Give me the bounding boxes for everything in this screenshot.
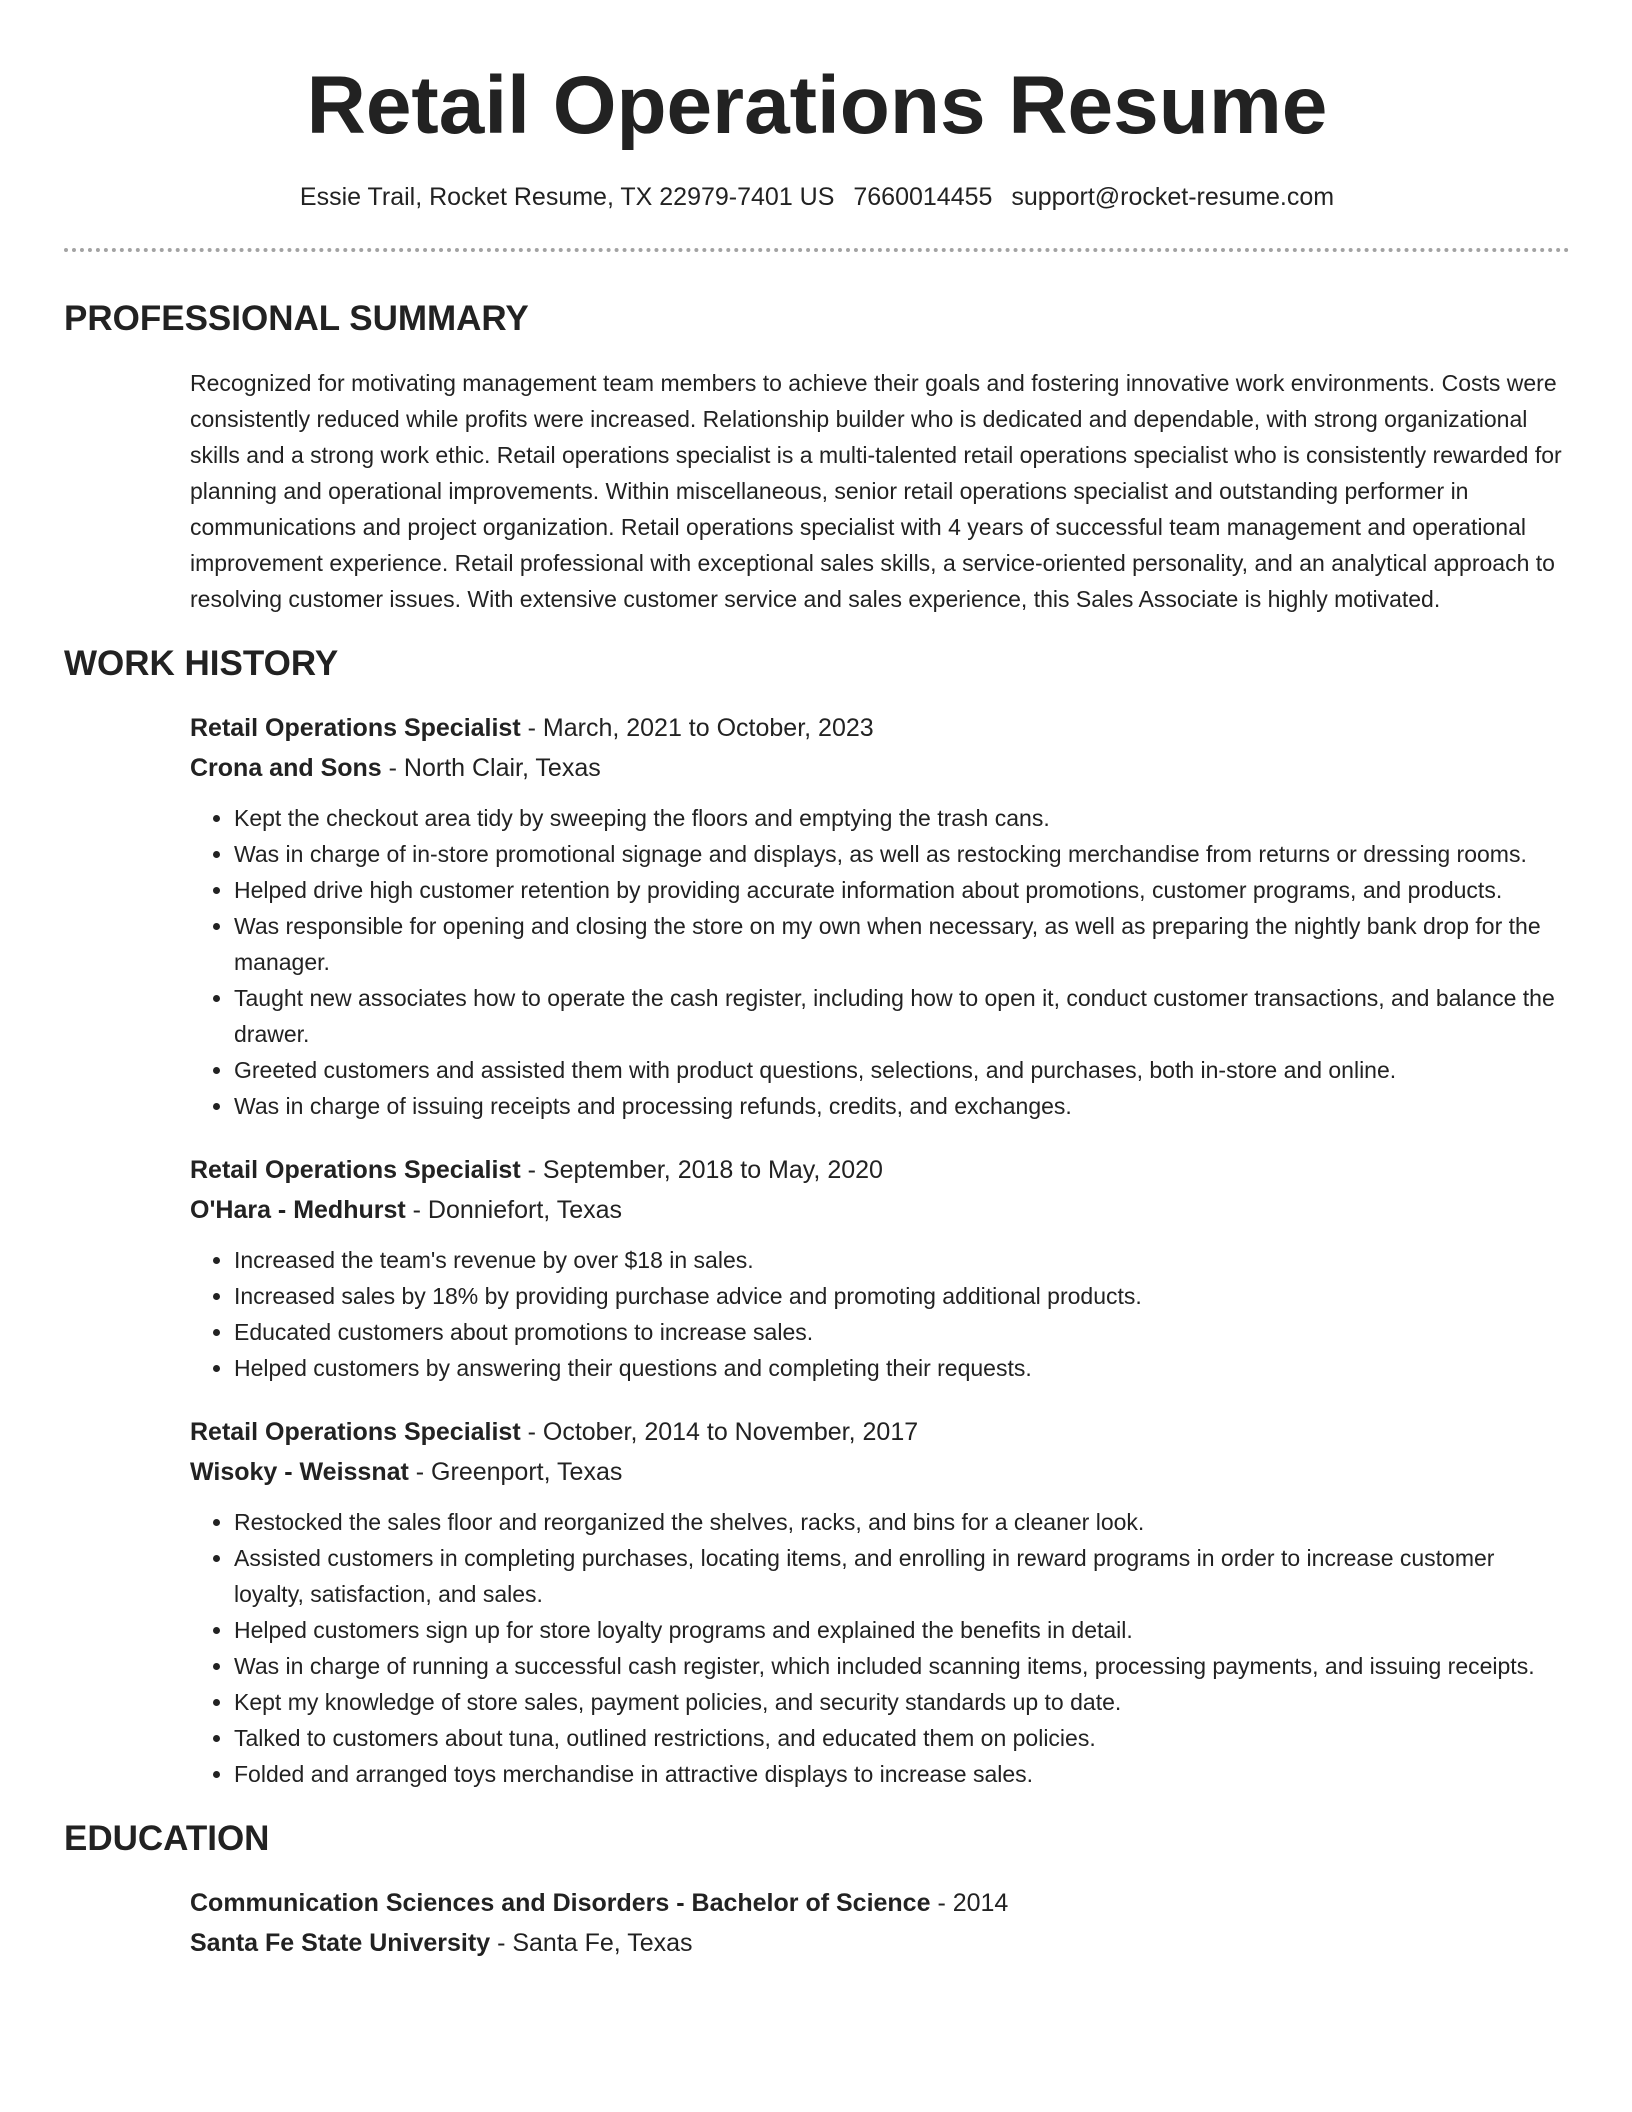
job-entry xyxy=(190,1150,1570,1386)
contact-address: Essie Trail, Rocket Resume, TX 22979-7401 US xyxy=(299,183,835,211)
job-company: Wisoky - Weissnat xyxy=(190,1458,409,1486)
job-bullet: • Folded and arranged toys merchandise in attractive displays to increase sales. xyxy=(234,1756,1570,1792)
job-bullet: • Increased the team's revenue by over $18 in sales. xyxy=(234,1242,1570,1278)
job-bullet: • Greeted customers and assisted them with product questions, selections, and purchases, both in-store and online. xyxy=(234,1052,1570,1088)
degree: Communication Sciences and Disorders - Bachelor of Science xyxy=(190,1889,931,1917)
job-bullet: • Was in charge of running a successful cash register, which included scanning items, processing payments, and issuing receipts. xyxy=(234,1648,1570,1684)
job-bullet: • Taught new associates how to operate the cash register, including how to open it, conduct customer transactions, and balance the drawer. xyxy=(234,980,1570,1052)
job-company-line xyxy=(190,748,1570,788)
contact-line xyxy=(64,180,1570,214)
education-entry xyxy=(190,1883,1570,1963)
job-bullet: • Helped customers by answering their questions and completing their requests. xyxy=(234,1350,1570,1386)
school-line xyxy=(190,1923,1570,1963)
job-title-line xyxy=(190,1412,1570,1452)
resume-page xyxy=(64,0,1570,1963)
job-bullet: • Talked to customers about tuna, outlined restrictions, and educated them on policies. xyxy=(234,1720,1570,1756)
work-history-heading: WORK HISTORY xyxy=(64,644,339,683)
job-company-line xyxy=(190,1190,1570,1230)
job-bullet: • Assisted customers in completing purchases, locating items, and enrolling in reward programs in order to increase customer loyalty, satisfaction, and sales. xyxy=(234,1540,1570,1612)
resume-title: Retail Operations Resume xyxy=(306,60,1328,151)
summary-text: Recognized for motivating management team members to achieve their goals and fostering innovative work environments. Costs were consistently reduced while profits were increased. Relationship builder who is dedicated and dependable, with strong organizational skills and a strong work ethic. Retail operations specialist is a multi-talented retail operations specialist who is consistently rewarded for planning and operational improvements. Within miscellaneous, senior retail operations specialist and outstanding performer in communications and project organization. Retail operations specialist with 4 years of successful team management and operational improvement experience. Retail professional with exceptional sales skills, a service-oriented personality, and an analytical approach to resolving customer issues. With extensive customer service and sales experience, this Sales Associate is highly motivated. xyxy=(190,370,1562,612)
job-bullets xyxy=(190,1504,1570,1792)
job-title: Retail Operations Specialist xyxy=(190,714,521,742)
job-bullet: • Educated customers about promotions to increase sales. xyxy=(234,1314,1570,1350)
job-company: O'Hara - Medhurst xyxy=(190,1196,406,1224)
contact-email: support@rocket-resume.com xyxy=(1011,183,1335,211)
job-bullet: • Kept the checkout area tidy by sweeping the floors and emptying the trash cans. xyxy=(234,800,1570,836)
job-location: - Greenport, Texas xyxy=(408,1458,623,1486)
job-entry xyxy=(190,1412,1570,1792)
job-bullet: • Was in charge of in-store promotional signage and displays, as well as restocking merchandise from returns or dressing rooms. xyxy=(234,836,1570,872)
header-divider xyxy=(64,248,1570,252)
job-dates: - September, 2018 to May, 2020 xyxy=(520,1156,883,1184)
job-bullet: • Increased sales by 18% by providing purchase advice and promoting additional products. xyxy=(234,1278,1570,1314)
graduation-year: - 2014 xyxy=(930,1889,1009,1917)
school-location: - Santa Fe, Texas xyxy=(490,1929,693,1957)
summary-heading: PROFESSIONAL SUMMARY xyxy=(64,299,529,338)
job-title: Retail Operations Specialist xyxy=(190,1156,521,1184)
job-dates: - October, 2014 to November, 2017 xyxy=(520,1418,919,1446)
education-heading: EDUCATION xyxy=(64,1819,270,1858)
degree-line xyxy=(190,1883,1570,1923)
job-title-line xyxy=(190,708,1570,748)
job-entry xyxy=(190,708,1570,1124)
job-company-line xyxy=(190,1452,1570,1492)
job-bullet: • Helped drive high customer retention by providing accurate information about promotions, customer programs, and products. xyxy=(234,872,1570,908)
school: Santa Fe State University xyxy=(190,1929,491,1957)
job-bullet: • Restocked the sales floor and reorganized the shelves, racks, and bins for a cleaner look. xyxy=(234,1504,1570,1540)
job-location: - North Clair, Texas xyxy=(381,754,601,782)
job-bullet: • Helped customers sign up for store loyalty programs and explained the benefits in detail. xyxy=(234,1612,1570,1648)
job-bullet: • Was responsible for opening and closing the store on my own when necessary, as well as preparing the nightly bank drop for the manager. xyxy=(234,908,1570,980)
job-bullets xyxy=(190,800,1570,1124)
job-title-line xyxy=(190,1150,1570,1190)
job-location: - Donniefort, Texas xyxy=(405,1196,623,1224)
job-company: Crona and Sons xyxy=(190,754,382,782)
job-bullet: • Kept my knowledge of store sales, payment policies, and security standards up to date. xyxy=(234,1684,1570,1720)
job-bullet: • Was in charge of issuing receipts and processing refunds, credits, and exchanges. xyxy=(234,1088,1570,1124)
contact-phone: 7660014455 xyxy=(853,183,993,211)
job-dates: - March, 2021 to October, 2023 xyxy=(520,714,874,742)
job-title: Retail Operations Specialist xyxy=(190,1418,521,1446)
job-bullets xyxy=(190,1242,1570,1386)
